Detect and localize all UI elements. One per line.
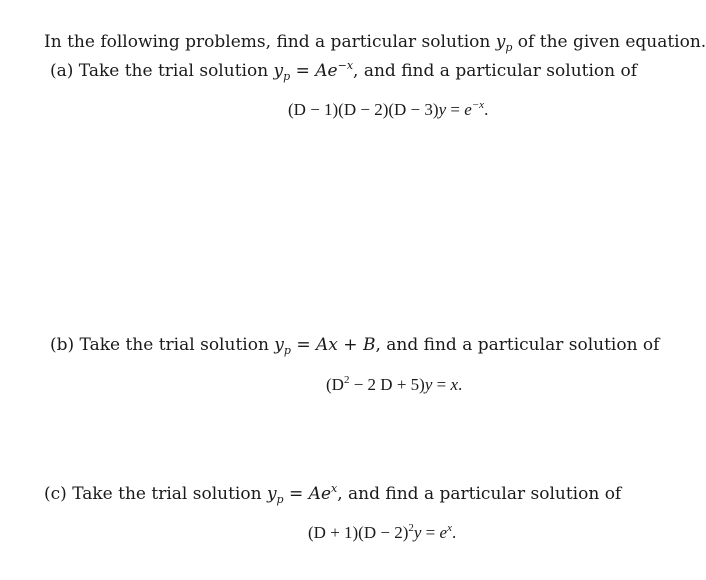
part-c-text-before: Take the trial solution — [66, 484, 267, 504]
part-c-trial-e: e — [320, 484, 331, 504]
part-b-eq-end: . — [458, 375, 463, 394]
part-a-text-after: , and find a particular solution of — [353, 61, 638, 81]
part-a-equation — [288, 100, 488, 120]
part-c-eq-end: . — [451, 523, 457, 542]
part-c-eq-sign: = — [421, 523, 440, 542]
part-a-trial-eq: = — [290, 61, 316, 81]
part-b-eq-x: x — [450, 375, 459, 394]
part-b-trial-x: x — [328, 335, 338, 355]
part-a-trial-y: y — [273, 61, 284, 81]
part-c-eq-lhs: (D + 1)(D − 2) — [308, 523, 409, 542]
part-c-trial-A: A — [308, 484, 321, 504]
part-b-eq-y: y — [424, 375, 433, 394]
part-c-trial-sub: p — [276, 493, 284, 506]
intro-sentence — [44, 32, 706, 52]
part-c-label: (c) — [44, 484, 67, 504]
part-b-trial-B: B — [362, 335, 376, 355]
part-b-eq-lhs-sup: 2 — [343, 374, 350, 386]
part-b-trial-sub: p — [283, 344, 291, 357]
part-c-text-after: , and find a particular solution of — [337, 484, 622, 504]
part-a-eq-e: e — [464, 100, 472, 119]
part-c-eq-lhs-sup: 2 — [408, 522, 414, 534]
part-a-eq-y: y — [438, 100, 447, 119]
part-c-trial-exp: x — [331, 482, 338, 495]
part-a-trial-A: A — [315, 61, 328, 81]
part-b-equation — [326, 375, 462, 395]
part-b-eq-sign: = — [432, 375, 451, 394]
part-b-eq-lhs-rest: − 2 D + 5) — [349, 375, 425, 394]
part-a-trial-exp: −x — [337, 59, 354, 72]
part-a-text-before: Take the trial solution — [73, 61, 274, 81]
part-b-label: (b) — [50, 335, 75, 355]
part-b-text-after: , and find a particular solution of — [375, 335, 660, 355]
part-c-eq-y: y — [413, 523, 422, 542]
part-b-trial-A: A — [316, 335, 329, 355]
intro-var-sub: p — [505, 41, 513, 54]
part-a-prompt — [50, 61, 637, 81]
part-b-trial-eq: = — [290, 335, 317, 355]
part-b-trial-y: y — [274, 335, 284, 355]
part-c-trial-eq: = — [283, 484, 309, 504]
part-a-trial-e: e — [327, 61, 338, 81]
part-a-eq-exp: −x — [471, 99, 485, 111]
intro-text-after: of the given equation. — [512, 32, 706, 52]
part-b-text-before: Take the trial solution — [74, 335, 275, 355]
part-a-label: (a) — [50, 61, 74, 81]
part-c-equation — [308, 523, 456, 543]
intro-text-before: In the following problems, find a particular solution — [44, 32, 496, 52]
intro-var-y: y — [495, 32, 506, 52]
part-b-prompt — [50, 335, 659, 355]
part-c-trial-y: y — [266, 484, 277, 504]
part-b-eq-lhs-open: (D — [326, 375, 344, 394]
part-b-trial-plus: + — [337, 335, 363, 355]
part-c-eq-e: e — [439, 523, 448, 542]
part-a-eq-lhs: (D − 1)(D − 2)(D − 3) — [288, 100, 439, 119]
part-a-eq-sign: = — [446, 100, 465, 119]
part-c-prompt — [44, 484, 621, 504]
part-c-eq-exp: x — [447, 522, 452, 534]
part-a-eq-end: . — [484, 100, 489, 119]
part-a-trial-sub: p — [283, 70, 291, 83]
